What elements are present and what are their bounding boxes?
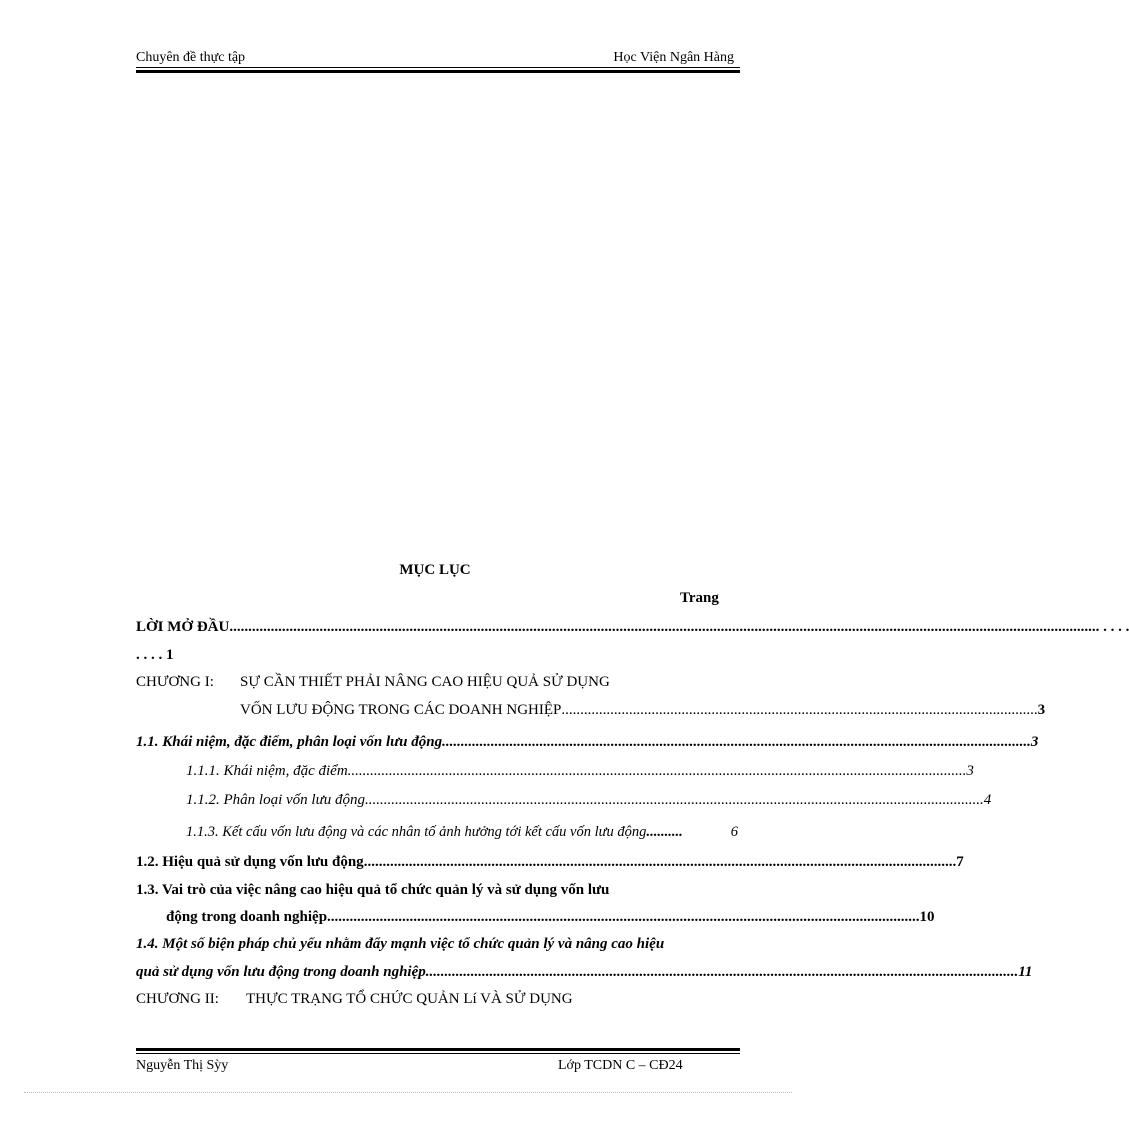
dot-leader: ..................................................................................................................................................................... bbox=[347, 763, 967, 779]
toc-entry-trail: . . . . . bbox=[1095, 619, 1129, 635]
toc-page-number: 11 bbox=[1018, 964, 1033, 980]
header-rule-thin bbox=[136, 67, 740, 68]
toc-entry-text: 1.1. Khái niệm, đặc điểm, phân loại vốn lưu động bbox=[136, 734, 443, 750]
toc-entry-1-2[interactable] bbox=[136, 852, 964, 872]
dot-leader: .............................................................................................................................................................. bbox=[327, 909, 920, 925]
toc-page-number: 4 bbox=[983, 792, 992, 808]
toc-entry-loi-mo-dau[interactable] bbox=[136, 617, 1129, 637]
toc-page-number: 3 bbox=[1030, 734, 1039, 750]
toc-entry-text: 1.1.1. Khái niệm, đặc điểm bbox=[186, 763, 348, 779]
dot-leader: .......... bbox=[646, 824, 683, 840]
toc-page-column-label: Trang bbox=[680, 590, 719, 606]
footer-left-text: Nguyễn Thị Sỳy bbox=[136, 1058, 229, 1073]
toc-entry-text: 1.1.2. Phân loại vốn lưu động bbox=[186, 792, 366, 808]
toc-chapter-1-title-line2[interactable] bbox=[240, 700, 1046, 720]
page-header bbox=[136, 50, 740, 68]
footer-rule-thick bbox=[136, 1048, 740, 1051]
toc-entry-1-3-line1[interactable]: 1.3. Vai trò của việc nâng cao hiệu quả tổ chức quản lý và sử dụng vốn lưu bbox=[136, 882, 610, 898]
toc-chapter-2-title-line1[interactable]: THỰC TRẠNG TỔ CHỨC QUẢN Lí VÀ SỬ DỤNG bbox=[246, 991, 573, 1007]
footer-rule-thin bbox=[136, 1053, 740, 1054]
toc-entry-text: quả sử dụng vốn lưu động trong doanh nghiệp bbox=[136, 964, 426, 980]
dot-leader: .............................................................................................................................................................. bbox=[363, 854, 957, 870]
header-right-text: Học Viện Ngân Hàng bbox=[613, 50, 734, 65]
toc-chapter-1-label: CHƯƠNG I: bbox=[136, 674, 214, 690]
toc-entry-text: 1.1.3. Kết cấu vốn lưu động và các nhân tố ảnh hưởng tới kết cấu vốn lưu động bbox=[186, 824, 647, 840]
toc-entry-1-1-1[interactable] bbox=[186, 761, 974, 781]
toc-entry-loi-mo-dau-cont: . . . . 1 bbox=[136, 647, 174, 663]
toc-page-number: 7 bbox=[956, 854, 964, 870]
toc-chapter-1-title-line1[interactable]: SỰ CẦN THIẾT PHẢI NÂNG CAO HIỆU QUẢ SỬ DỤNG bbox=[240, 674, 610, 690]
dot-leader: ....................................................................................................................................................................................................................................... bbox=[229, 619, 1096, 635]
toc-entry-1-3-line2[interactable] bbox=[166, 907, 935, 927]
toc-page-number: 3 bbox=[966, 763, 974, 779]
toc-page-number: 6 bbox=[730, 824, 738, 840]
page-footer bbox=[136, 1058, 740, 1076]
toc-page-number: 10 bbox=[919, 909, 935, 925]
dot-leader: .............................................................................................................................................................. bbox=[425, 964, 1019, 980]
toc-entry-1-1-3[interactable] bbox=[186, 822, 738, 842]
toc-entry-1-1[interactable] bbox=[136, 732, 1039, 752]
toc-chapter-2-label: CHƯƠNG II: bbox=[136, 991, 219, 1007]
toc-page-number: 3 bbox=[1037, 702, 1046, 718]
toc-entry-1-4-line2[interactable] bbox=[136, 962, 1033, 982]
footer-right-text: Lớp TCDN C – CĐ24 bbox=[558, 1058, 683, 1073]
page-bottom-dotted-border bbox=[24, 1092, 792, 1093]
dot-leader: ............................................................................................................................... bbox=[561, 702, 1038, 718]
toc-entry-1-1-2[interactable] bbox=[186, 790, 992, 810]
toc-entry-text: động trong doanh nghiệp bbox=[166, 909, 328, 925]
header-left-text: Chuyên đề thực tập bbox=[136, 50, 246, 65]
toc-entry-text: VỐN LƯU ĐỘNG TRONG CÁC DOANH NGHIỆP bbox=[240, 702, 562, 718]
toc-title: MỤC LỤC bbox=[399, 562, 471, 578]
toc-entry-1-4-line1[interactable]: 1.4. Một số biện pháp chủ yếu nhằm đẩy mạnh việc tổ chức quản lý và nâng cao hiệu bbox=[136, 936, 665, 952]
dot-leader: ............................................................................................................................................................. bbox=[442, 734, 1031, 750]
header-rule-thick bbox=[136, 70, 740, 73]
toc-entry-text: LỜI MỞ ĐẦU bbox=[136, 619, 230, 635]
toc-entry-text: 1.2. Hiệu quả sử dụng vốn lưu động bbox=[136, 854, 364, 870]
dot-leader: ..................................................................................................................................................................... bbox=[365, 792, 984, 808]
